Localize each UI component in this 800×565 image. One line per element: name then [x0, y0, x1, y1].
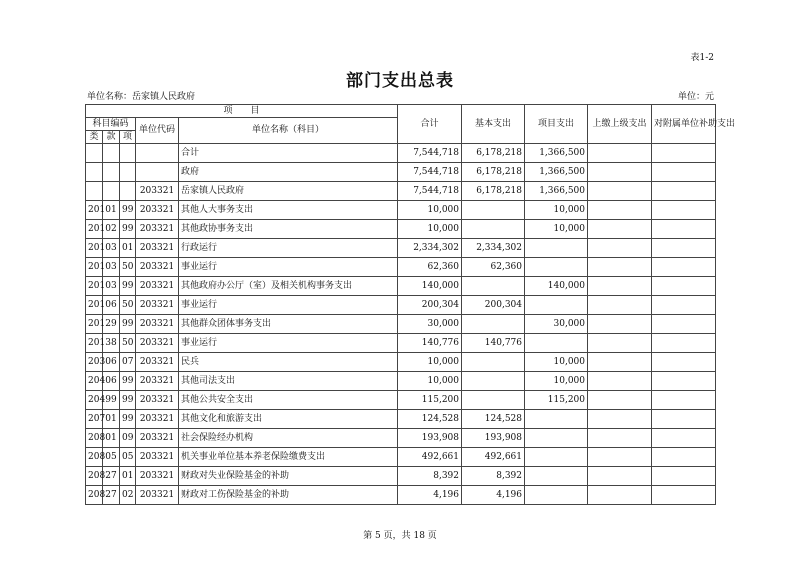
cell-upper-payment	[588, 372, 652, 391]
cell-total: 4,196	[398, 486, 462, 505]
form-number: 表1-2	[690, 53, 714, 63]
cell-project-expense	[525, 410, 588, 429]
table-row	[86, 182, 716, 201]
cell-xiang: 50	[120, 334, 136, 353]
header-basic: 基本支出	[462, 105, 525, 144]
cell-unit-name: 其他政协事务支出	[179, 220, 398, 239]
cell-basic: 8,392	[462, 467, 525, 486]
header-project: 项 目	[86, 105, 398, 118]
table-row	[86, 429, 716, 448]
expenditure-table	[85, 104, 736, 505]
cell-total: 2,334,302	[398, 239, 462, 258]
cell-total: 7,544,718	[398, 163, 462, 182]
cell-lei: 201	[86, 315, 103, 334]
table-row	[86, 410, 716, 429]
cell-total: 7,544,718	[398, 182, 462, 201]
cell-upper-payment	[588, 353, 652, 372]
table-row	[86, 163, 716, 182]
table-row	[86, 277, 716, 296]
cell-upper-payment	[588, 258, 652, 277]
cell-total: 10,000	[398, 201, 462, 220]
cell-unit-name: 其他司法支出	[179, 372, 398, 391]
cell-kuan	[103, 163, 120, 182]
header-total: 合计	[398, 105, 462, 144]
cell-subsidy	[652, 391, 716, 410]
cell-subsidy	[652, 334, 716, 353]
cell-kuan: 06	[103, 353, 120, 372]
cell-unit-code: 203321	[136, 239, 179, 258]
cell-unit-code: 203321	[136, 182, 179, 201]
cell-upper-payment	[588, 182, 652, 201]
cell-unit-name: 民兵	[179, 353, 398, 372]
cell-subsidy	[652, 163, 716, 182]
cell-kuan: 01	[103, 410, 120, 429]
cell-unit-name: 事业运行	[179, 258, 398, 277]
cell-upper-payment	[588, 429, 652, 448]
cell-project-expense: 10,000	[525, 201, 588, 220]
cell-unit-name: 岳家镇人民政府	[179, 182, 398, 201]
cell-basic	[462, 353, 525, 372]
cell-total: 140,000	[398, 277, 462, 296]
cell-upper-payment	[588, 334, 652, 353]
cell-project-expense: 1,366,500	[525, 144, 588, 163]
cell-upper-payment	[588, 467, 652, 486]
cell-unit-name: 财政对工伤保险基金的补助	[179, 486, 398, 505]
cell-project-expense	[525, 486, 588, 505]
cell-total: 200,304	[398, 296, 462, 315]
cell-unit-code: 203321	[136, 315, 179, 334]
cell-xiang	[120, 163, 136, 182]
cell-kuan: 05	[103, 448, 120, 467]
cell-basic: 6,178,218	[462, 182, 525, 201]
cell-kuan	[103, 182, 120, 201]
cell-lei: 201	[86, 220, 103, 239]
cell-upper-payment	[588, 163, 652, 182]
cell-unit-code: 203321	[136, 353, 179, 372]
table-row	[86, 467, 716, 486]
cell-basic: 4,196	[462, 486, 525, 505]
cell-unit-name: 其他人大事务支出	[179, 201, 398, 220]
header-lei: 类	[86, 131, 103, 144]
cell-upper-payment	[588, 201, 652, 220]
table-row	[86, 372, 716, 391]
header-project-expense: 项目支出	[525, 105, 588, 144]
cell-upper-payment	[588, 144, 652, 163]
table-row	[86, 391, 716, 410]
table-row	[86, 334, 716, 353]
cell-upper-payment	[588, 315, 652, 334]
cell-total: 193,908	[398, 429, 462, 448]
cell-unit-name: 政府	[179, 163, 398, 182]
cell-project-expense	[525, 429, 588, 448]
cell-total: 10,000	[398, 220, 462, 239]
cell-xiang: 07	[120, 353, 136, 372]
cell-xiang: 99	[120, 201, 136, 220]
cell-total: 124,528	[398, 410, 462, 429]
cell-unit-name: 其他公共安全支出	[179, 391, 398, 410]
cell-project-expense: 115,200	[525, 391, 588, 410]
header-kuan: 款	[103, 131, 120, 144]
cell-upper-payment	[588, 220, 652, 239]
cell-kuan	[103, 144, 120, 163]
cell-subsidy	[652, 315, 716, 334]
cell-project-expense	[525, 448, 588, 467]
cell-project-expense	[525, 239, 588, 258]
cell-unit-name: 事业运行	[179, 296, 398, 315]
cell-kuan: 03	[103, 277, 120, 296]
cell-lei: 201	[86, 296, 103, 315]
cell-basic	[462, 315, 525, 334]
cell-total: 10,000	[398, 372, 462, 391]
cell-subsidy	[652, 353, 716, 372]
cell-basic: 200,304	[462, 296, 525, 315]
cell-upper-payment	[588, 391, 652, 410]
cell-xiang: 99	[120, 391, 136, 410]
cell-unit-code	[136, 163, 179, 182]
cell-kuan: 38	[103, 334, 120, 353]
cell-lei: 208	[86, 448, 103, 467]
cell-total: 10,000	[398, 353, 462, 372]
cell-project-expense: 140,000	[525, 277, 588, 296]
cell-basic	[462, 277, 525, 296]
header-unit-code: 单位代码	[136, 118, 179, 144]
table-row	[86, 144, 716, 163]
cell-lei: 208	[86, 486, 103, 505]
cell-kuan: 06	[103, 372, 120, 391]
cell-basic: 2,334,302	[462, 239, 525, 258]
cell-xiang: 99	[120, 372, 136, 391]
table-row	[86, 353, 716, 372]
cell-kuan: 29	[103, 315, 120, 334]
cell-project-expense: 10,000	[525, 353, 588, 372]
cell-project-expense: 10,000	[525, 220, 588, 239]
table-row	[86, 258, 716, 277]
cell-xiang: 99	[120, 277, 136, 296]
cell-basic: 124,528	[462, 410, 525, 429]
cell-unit-name: 行政运行	[179, 239, 398, 258]
cell-lei	[86, 144, 103, 163]
header-xiang: 项	[120, 131, 136, 144]
cell-subsidy	[652, 448, 716, 467]
cell-basic: 193,908	[462, 429, 525, 448]
cell-total: 62,360	[398, 258, 462, 277]
cell-kuan: 02	[103, 220, 120, 239]
cell-kuan: 06	[103, 296, 120, 315]
cell-lei: 201	[86, 258, 103, 277]
cell-kuan: 03	[103, 258, 120, 277]
cell-unit-code: 203321	[136, 334, 179, 353]
cell-lei: 204	[86, 372, 103, 391]
cell-lei: 208	[86, 467, 103, 486]
cell-unit-name: 事业运行	[179, 334, 398, 353]
cell-basic: 6,178,218	[462, 163, 525, 182]
cell-lei: 201	[86, 201, 103, 220]
cell-unit-name: 其他政府办公厅（室）及相关机构事务支出	[179, 277, 398, 296]
cell-kuan: 27	[103, 467, 120, 486]
cell-xiang: 09	[120, 429, 136, 448]
cell-unit-name: 财政对失业保险基金的补助	[179, 467, 398, 486]
cell-kuan: 99	[103, 391, 120, 410]
cell-xiang: 99	[120, 410, 136, 429]
cell-unit-code: 203321	[136, 220, 179, 239]
cell-basic: 62,360	[462, 258, 525, 277]
cell-subsidy	[652, 486, 716, 505]
cell-upper-payment	[588, 448, 652, 467]
cell-subsidy	[652, 467, 716, 486]
header-subsidy: 对附属单位补助支出	[652, 105, 716, 144]
cell-basic	[462, 201, 525, 220]
cell-kuan: 01	[103, 429, 120, 448]
cell-total: 115,200	[398, 391, 462, 410]
cell-subsidy	[652, 144, 716, 163]
cell-basic	[462, 372, 525, 391]
cell-xiang: 01	[120, 467, 136, 486]
cell-xiang: 02	[120, 486, 136, 505]
cell-subsidy	[652, 258, 716, 277]
cell-subsidy	[652, 296, 716, 315]
cell-unit-code: 203321	[136, 410, 179, 429]
table-row	[86, 315, 716, 334]
cell-unit-code	[136, 144, 179, 163]
cell-project-expense: 1,366,500	[525, 182, 588, 201]
table-row	[86, 239, 716, 258]
cell-subsidy	[652, 277, 716, 296]
cell-unit-code: 203321	[136, 486, 179, 505]
cell-xiang	[120, 144, 136, 163]
cell-project-expense	[525, 467, 588, 486]
cell-xiang	[120, 182, 136, 201]
header-subject-code: 科目编码	[86, 118, 136, 131]
cell-unit-code: 203321	[136, 467, 179, 486]
cell-lei: 207	[86, 410, 103, 429]
unit-name-label: 单位名称：岳家镇人民政府	[87, 92, 196, 102]
table-row	[86, 201, 716, 220]
cell-project-expense: 10,000	[525, 372, 588, 391]
cell-subsidy	[652, 239, 716, 258]
header-upper-payment: 上缴上级支出	[588, 105, 652, 144]
cell-total: 8,392	[398, 467, 462, 486]
cell-unit-name: 机关事业单位基本养老保险缴费支出	[179, 448, 398, 467]
header-unit-name: 单位名称（科目）	[179, 118, 398, 144]
cell-unit-code: 203321	[136, 201, 179, 220]
cell-project-expense	[525, 334, 588, 353]
cell-lei	[86, 163, 103, 182]
cell-subsidy	[652, 201, 716, 220]
cell-unit-code: 203321	[136, 429, 179, 448]
table-row	[86, 296, 716, 315]
cell-upper-payment	[588, 239, 652, 258]
cell-lei: 204	[86, 391, 103, 410]
cell-unit-name: 合计	[179, 144, 398, 163]
cell-total: 140,776	[398, 334, 462, 353]
cell-unit-code: 203321	[136, 391, 179, 410]
cell-lei: 201	[86, 239, 103, 258]
cell-project-expense	[525, 258, 588, 277]
cell-basic	[462, 220, 525, 239]
cell-kuan: 01	[103, 201, 120, 220]
cell-unit-name: 其他群众团体事务支出	[179, 315, 398, 334]
cell-lei: 201	[86, 277, 103, 296]
cell-unit-code: 203321	[136, 296, 179, 315]
cell-basic: 140,776	[462, 334, 525, 353]
cell-xiang: 99	[120, 220, 136, 239]
cell-unit-code: 203321	[136, 372, 179, 391]
cell-total: 7,544,718	[398, 144, 462, 163]
cell-unit-code: 203321	[136, 277, 179, 296]
cell-project-expense	[525, 296, 588, 315]
cell-basic: 492,661	[462, 448, 525, 467]
cell-xiang: 50	[120, 258, 136, 277]
cell-unit-code: 203321	[136, 448, 179, 467]
cell-basic: 6,178,218	[462, 144, 525, 163]
cell-upper-payment	[588, 486, 652, 505]
page-footer: 第 5 页，共 18 页	[363, 531, 437, 541]
table-row	[86, 486, 716, 505]
currency-unit-label: 单位：元	[677, 92, 714, 102]
cell-upper-payment	[588, 296, 652, 315]
cell-subsidy	[652, 410, 716, 429]
table-row	[86, 448, 716, 467]
cell-subsidy	[652, 372, 716, 391]
cell-xiang: 01	[120, 239, 136, 258]
cell-total: 492,661	[398, 448, 462, 467]
cell-kuan: 27	[103, 486, 120, 505]
cell-upper-payment	[588, 410, 652, 429]
cell-unit-name: 其他文化和旅游支出	[179, 410, 398, 429]
cell-unit-code: 203321	[136, 258, 179, 277]
cell-subsidy	[652, 429, 716, 448]
cell-lei: 203	[86, 353, 103, 372]
cell-kuan: 03	[103, 239, 120, 258]
cell-lei: 208	[86, 429, 103, 448]
cell-project-expense: 1,366,500	[525, 163, 588, 182]
cell-xiang: 50	[120, 296, 136, 315]
cell-upper-payment	[588, 277, 652, 296]
cell-subsidy	[652, 220, 716, 239]
cell-total: 30,000	[398, 315, 462, 334]
cell-xiang: 99	[120, 315, 136, 334]
cell-xiang: 05	[120, 448, 136, 467]
cell-basic	[462, 391, 525, 410]
cell-subsidy	[652, 182, 716, 201]
cell-lei: 201	[86, 334, 103, 353]
table-row	[86, 220, 716, 239]
cell-unit-name: 社会保险经办机构	[179, 429, 398, 448]
cell-project-expense: 30,000	[525, 315, 588, 334]
cell-lei	[86, 182, 103, 201]
page-title: 部门支出总表	[346, 71, 454, 91]
